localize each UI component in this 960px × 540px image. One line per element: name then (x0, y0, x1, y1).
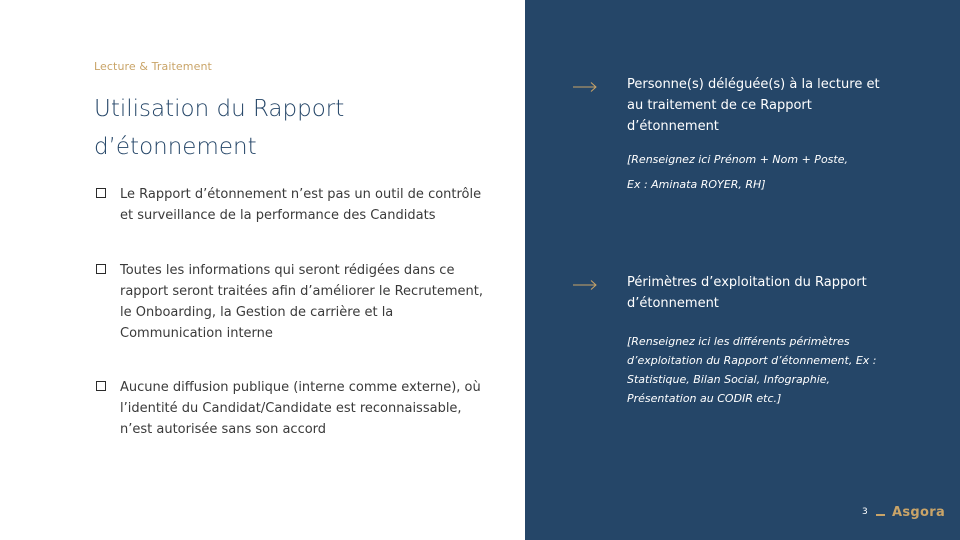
delegates-heading: Personne(s) déléguée(s) à la lecture et au traitement de ce Rapport d’étonnement (627, 77, 880, 134)
long-arrow-right-icon (573, 279, 597, 291)
scope-heading: Périmètres d’exploitation du Rapport d’étonnement (627, 275, 867, 311)
bullet-text: Toutes les informations qui seront rédigées dans ce rapport seront traitées afin d’améliorer le Recrutement, le Onboarding, la Gestion de carrière et la Communication interne (120, 263, 484, 341)
section-eyebrow: Lecture & Traitement (94, 60, 212, 73)
page-number: 3 (862, 507, 868, 517)
brand-logo: Asgora (892, 505, 946, 520)
checkbox-square-icon (96, 188, 106, 198)
scope-note: [Renseignez ici les différents périmètres d’exploitation du Rapport d’étonnement, Ex : Statistique, Bilan Social, Infographie, Présentation au CODIR etc.] (627, 335, 877, 405)
bullet-text: Le Rapport d’étonnement n’est pas un outil de contrôle et surveillance de la performance des Candidats (120, 187, 482, 223)
bullet-item (96, 260, 496, 344)
bullet-item (96, 184, 496, 226)
page-title: Utilisation du Rapport d’étonnement (94, 96, 345, 160)
footer-divider (876, 514, 885, 516)
checkbox-square-icon (96, 264, 106, 274)
delegates-example: Ex : Aminata ROYER, RH] (627, 178, 766, 191)
checkbox-square-icon (96, 381, 106, 391)
delegates-note: [Renseignez ici Prénom + Nom + Poste, (627, 153, 848, 166)
long-arrow-right-icon (573, 81, 597, 93)
bullet-item (96, 377, 496, 440)
bullet-text: Aucune diffusion publique (interne comme externe), où l’identité du Candidat/Candidate est reconnaissable, n’est autorisée sans son accord (120, 380, 481, 437)
